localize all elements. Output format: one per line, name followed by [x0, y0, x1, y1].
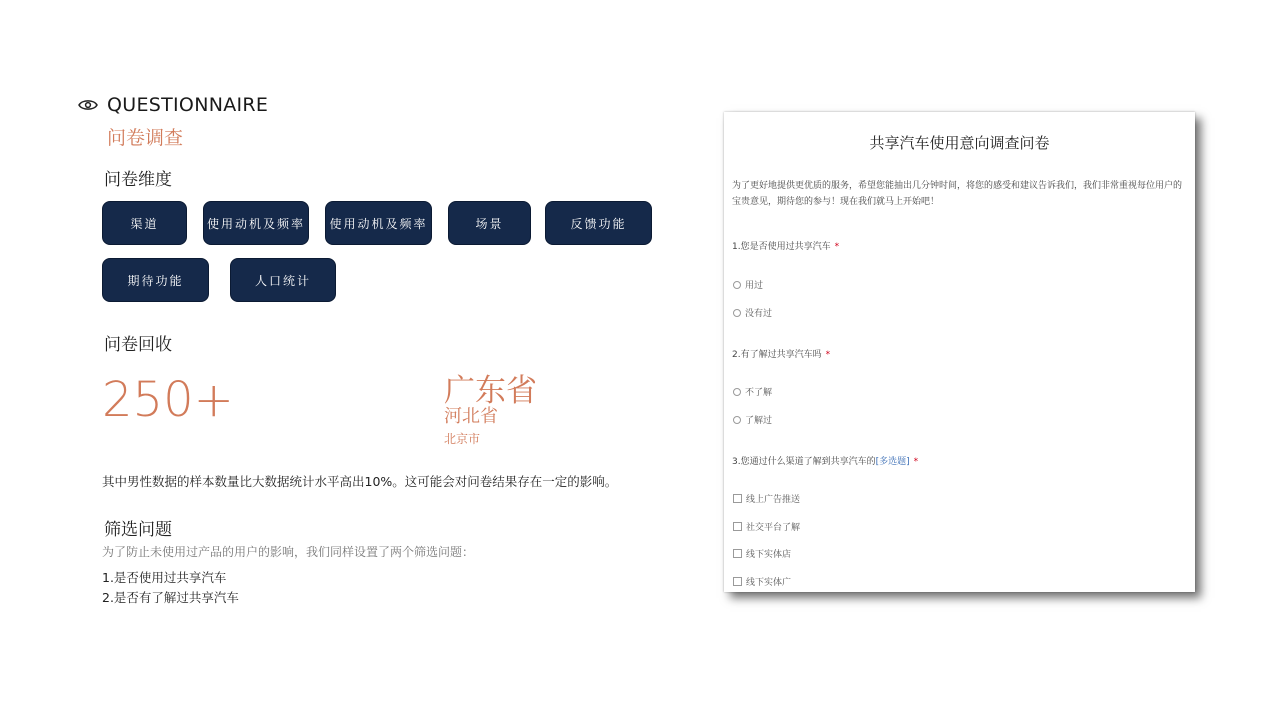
province-second: 河北省 — [444, 406, 498, 427]
option-label: 没有过 — [745, 309, 773, 319]
q3-option-online-ads[interactable] — [733, 492, 800, 505]
question-1 — [732, 239, 839, 252]
province-third: 北京市 — [444, 432, 481, 446]
dimension-button-demographics[interactable]: 人口统计 — [230, 258, 336, 302]
q2-option-unknown[interactable] — [733, 385, 772, 398]
filter-item-1: 1.是否使用过共享汽车 — [102, 570, 227, 585]
radio-icon[interactable] — [733, 388, 741, 396]
eye-icon — [78, 98, 98, 112]
survey-title: 共享汽车使用意向调查问卷 — [869, 134, 1050, 152]
option-label: 了解过 — [745, 416, 773, 426]
dimension-button-expected[interactable]: 期待功能 — [102, 258, 209, 302]
q3-option-social[interactable] — [733, 520, 800, 533]
checkbox-icon[interactable] — [733, 549, 742, 558]
checkbox-icon[interactable] — [733, 494, 742, 503]
required-mark: * — [913, 457, 919, 467]
survey-preview-card — [724, 112, 1195, 592]
option-label: 线下实体广 — [746, 578, 792, 588]
option-label: 不了解 — [745, 388, 773, 398]
question-1-text: 1.您是否使用过共享汽车 — [732, 242, 831, 252]
dimensions-title: 问卷维度 — [104, 170, 172, 190]
required-mark: * — [834, 242, 840, 252]
collection-title: 问卷回收 — [104, 335, 172, 355]
filter-title: 筛选问题 — [104, 520, 172, 540]
q3-option-offline-ads[interactable] — [733, 575, 791, 588]
option-label: 用过 — [745, 281, 764, 291]
response-count: 250+ — [102, 372, 234, 428]
page-title-en: QUESTIONNAIRE — [107, 94, 269, 116]
q1-option-used[interactable] — [733, 278, 763, 291]
option-label: 线下实体店 — [746, 550, 792, 560]
dimension-button-motivation-2[interactable]: 使用动机及频率 — [325, 201, 432, 245]
province-first: 广东省 — [444, 373, 537, 409]
multi-select-tag: [多选题] — [875, 457, 910, 467]
option-label: 社交平台了解 — [746, 523, 801, 533]
checkbox-icon[interactable] — [733, 522, 742, 531]
checkbox-icon[interactable] — [733, 577, 742, 586]
filter-item-2: 2.是否有了解过共享汽车 — [102, 590, 239, 605]
page-title-cn: 问卷调查 — [107, 127, 184, 149]
survey-intro: 为了更好地提供更优质的服务，希望您能抽出几分钟时间，将您的感受和建议告诉我们，我们非常重视每位用户的宝贵意见，期待您的参与！现在我们就马上开始吧！ — [732, 181, 1183, 207]
dimension-button-channel[interactable]: 渠道 — [102, 201, 187, 245]
radio-icon[interactable] — [733, 281, 741, 289]
required-mark: * — [825, 350, 831, 360]
option-label: 线上广告推送 — [746, 495, 801, 505]
question-3 — [732, 454, 918, 467]
sample-note: 其中男性数据的样本数量比大数据统计水平高出10%。这可能会对问卷结果存在一定的影响。 — [102, 474, 618, 489]
radio-icon[interactable] — [733, 416, 741, 424]
q2-option-known[interactable] — [733, 413, 772, 426]
dimension-button-motivation[interactable]: 使用动机及频率 — [203, 201, 309, 245]
dimension-button-scene[interactable]: 场景 — [448, 201, 531, 245]
q1-option-never[interactable] — [733, 306, 772, 319]
q3-option-store[interactable] — [733, 547, 791, 560]
question-3-text: 3.您通过什么渠道了解到共享汽车的 — [732, 457, 876, 467]
question-2 — [732, 347, 830, 360]
question-2-text: 2.有了解过共享汽车吗 — [732, 350, 822, 360]
radio-icon[interactable] — [733, 309, 741, 317]
filter-description: 为了防止未使用过产品的用户的影响，我们同样设置了两个筛选问题： — [102, 545, 475, 559]
dimension-button-feedback[interactable]: 反馈功能 — [545, 201, 652, 245]
